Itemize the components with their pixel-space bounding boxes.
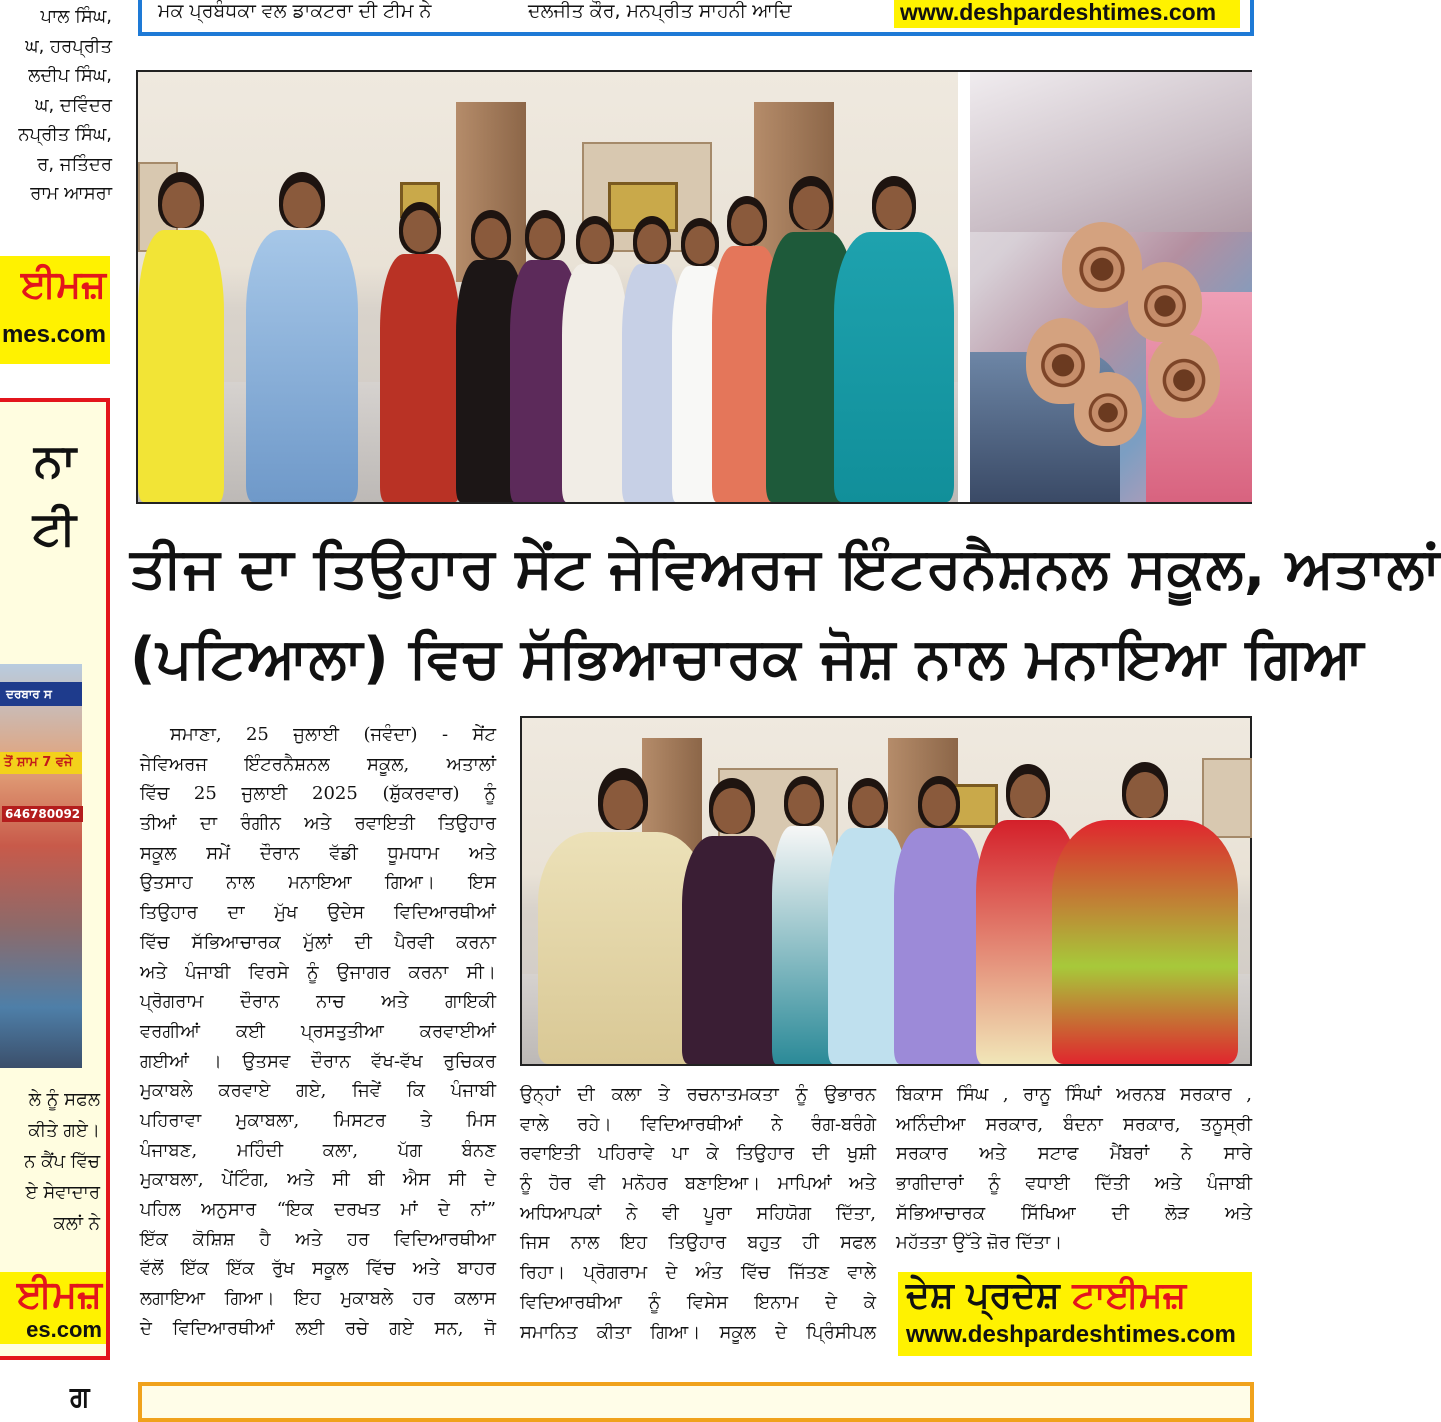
- left-cropped-column: [0, 0, 112, 1413]
- article-line: ਅਤੇ ਪੰਜਾਬੀ ਵਿਰਸੇ ਨੂੰ ਉਜਾਗਰ ਕਰਨਾ ਸੀ।: [140, 961, 496, 983]
- article-column-3: [896, 1080, 1252, 1258]
- article-line: ਰਵਾਇਤੀ ਪਹਿਰਾਵੇ ਪਾ ਕੇ ਤਿਉਹਾਰ ਦੀ ਖੁਸ਼ੀ: [520, 1143, 876, 1165]
- ad-headline-line: ਟੀ: [32, 501, 76, 555]
- headline-line: ਤੀਜ ਦਾ ਤਿਉਹਾਰ ਸੇਂਟ ਜੇਵਿਅਰਜ ਇੰਟਰਨੈਸ਼ਨਲ ਸਕੂਲ, ਅਤਾਲਾਂ: [130, 536, 1441, 601]
- bottom-next-article-box: [138, 1382, 1254, 1422]
- article-line: ਸਮਾਨਿਤ ਕੀਤਾ ਗਿਆ। ਸਕੂਲ ਦੇ ਪ੍ਰਿੰਸੀਪਲ: [520, 1321, 876, 1343]
- names-line: ਰ, ਜਤਿੰਦਰ: [37, 153, 112, 175]
- article-line: ਤੀਆਂ ਦਾ ਰੰਗੀਨ ਅਤੇ ਰਵਾਇਤੀ ਤਿਉਹਾਰ: [140, 813, 496, 835]
- ad-brand-logo-fragment: [0, 1272, 106, 1344]
- article-line: ਉਤਸਾਹ ਨਾਲ ਮਨਾਇਆ ਗਿਆ। ਇਸ: [140, 872, 496, 894]
- article-column-1: [140, 720, 496, 1343]
- article-line: ਮੁਕਾਬਲੇ ਕਰਵਾਏ ਗਏ, ਜਿਵੇਂ ਕਿ ਪੰਜਾਬੀ: [140, 1080, 496, 1102]
- brand-logo-fragment: [0, 256, 110, 364]
- brand-url: www.deshpardeshtimes.com: [906, 1321, 1236, 1348]
- article-line: ਸਰਕਾਰ ਅਤੇ ਸਟਾਫ ਮੈਂਬਰਾਂ ਨੇ ਸਾਰੇ: [896, 1143, 1252, 1165]
- article-line: ਲਗਾਇਆ ਗਿਆ। ਇਹ ਮੁਕਾਬਲੇ ਹਰ ਕਲਾਸ: [140, 1288, 496, 1310]
- article-line: ਉਨ੍ਹਾਂ ਦੀ ਕਲਾ ਤੇ ਰਚਨਾਤਮਕਤਾ ਨੂੰ ਉਭਾਰਨ: [520, 1084, 876, 1105]
- brand-url-fragment: mes.com: [1, 321, 106, 348]
- brand-name-part2: ਟਾਈਮਜ਼: [1072, 1275, 1187, 1316]
- article-line: ਇੱਕ ਕੋਸ਼ਿਸ਼ ਹੈ ਅਤੇ ਹਰ ਵਿਦਿਆਰਥੀਆ: [140, 1228, 496, 1250]
- photo-divider: [958, 72, 970, 502]
- article-line: ਮਹੱਤਤਾ ਉੱਤੇ ਜ਼ੋਰ ਦਿੱਤਾ।: [896, 1232, 1063, 1254]
- article-line: ਵਾਲੇ ਰਹੇ। ਵਿਦਿਆਰਥੀਆਂ ਨੇ ਰੰਗ-ਬਰੰਗੇ: [520, 1113, 876, 1135]
- names-line: ਲਦੀਪ ਸਿੰਘ,: [28, 65, 112, 86]
- names-line: ਨਪ੍ਰੀਤ ਸਿੰਘ,: [18, 124, 112, 145]
- ad-poster-banner: ਦਰਬਾਰ ਸ: [0, 682, 82, 706]
- students-photo-image: [520, 716, 1252, 1066]
- article-line: ਜਿਸ ਨਾਲ ਇਹ ਤਿਉਹਾਰ ਬਹੁਤ ਹੀ ਸਫਲ: [520, 1232, 876, 1254]
- article-line: ਵਿਦਿਆਰਥੀਆ ਨੂੰ ਵਿਸੇਸ ਇਨਾਮ ਦੇ ਕੇ: [520, 1291, 876, 1313]
- ad-poster-number: 646780092: [2, 806, 83, 822]
- article-line: ਸਕੂਲ ਸਮੇਂ ਦੌਰਾਨ ਵੱਡੀ ਧੂਮਧਾਮ ਅਤੇ: [140, 842, 496, 864]
- bottom-text-fragment: ਗ: [70, 1380, 90, 1413]
- ad-text-line: ਲੇ ਨੂੰ ਸਫਲ: [28, 1089, 100, 1110]
- article-line: ਭਾਗੀਦਾਰਾਂ ਨੂੰ ਵਧਾਈ ਦਿੱਤੀ ਅਤੇ ਪੰਜਾਬੀ: [896, 1173, 1252, 1195]
- advertisement-box: [0, 398, 110, 1360]
- group-photo-image: [138, 72, 958, 502]
- top-photo-panel: [136, 70, 1252, 504]
- ad-poster-image: [0, 664, 82, 1068]
- article-line: ਪੰਜਾਬਣ, ਮਹਿੰਦੀ ਕਲਾ, ਪੱਗ ਬੰਨਣ: [140, 1139, 496, 1161]
- article-headline: [130, 524, 1441, 704]
- names-line: ਪਾਲ ਸਿੰਘ,: [40, 6, 112, 27]
- article-line: ਪ੍ਰੋਗਰਾਮ ਦੌਰਾਨ ਨਾਚ ਅਤੇ ਗਾਇਕੀ: [140, 991, 496, 1013]
- article-line: ਰਿਹਾ। ਪ੍ਰੋਗਰਾਮ ਦੇ ਅੰਤ ਵਿੱਚ ਜਿੱਤਣ ਵਾਲੇ: [520, 1262, 876, 1284]
- brand-name: [906, 1272, 1252, 1320]
- ad-text-line: ਏ ਸੇਵਾਦਾਰ: [25, 1182, 100, 1203]
- article-column-2: [520, 1080, 876, 1347]
- top-strip-url: www.deshpardeshtimes.com: [894, 0, 1240, 28]
- article-line: ਤਿਉਹਾਰ ਦਾ ਮੁੱਖ ਉਦੇਸ ਵਿਦਿਆਰਥੀਆਂ: [140, 902, 496, 924]
- top-strip-text: ਮਕ ਪ੍ਰਬੰਧਕਾ ਵਲ ਡਾਕਟਰਾ ਦੀ ਟੀਮ ਨੇ: [158, 0, 432, 22]
- ad-text-line: ਨ ਕੈਂਪ ਵਿੱਚ: [24, 1151, 100, 1172]
- brand-name-fragment: ਈਮਜ਼: [20, 262, 106, 306]
- article-line: ਵਿੱਚ 25 ਜੁਲਾਈ 2025 (ਸ਼ੁੱਕਰਵਾਰ) ਨੂੰ: [140, 783, 496, 805]
- top-news-strip: [138, 0, 1254, 36]
- mehndi-hands-image: [970, 72, 1252, 502]
- ad-text-line: ਕਲਾਂ ਨੇ: [53, 1213, 100, 1234]
- brand-logo-box: [898, 1272, 1252, 1356]
- ad-text-line: ਕੀਤੇ ਗਏ।: [28, 1120, 100, 1141]
- top-strip-text: ਦਲਜੀਤ ਕੌਰ, ਮਨਪ੍ਰੀਤ ਸਾਹਨੀ ਆਦਿ: [528, 0, 792, 22]
- ad-brand-url: es.com: [26, 1317, 102, 1342]
- article-line: ਗਈਆਂ । ਉਤਸਵ ਦੌਰਾਨ ਵੱਖ-ਵੱਖ ਰੁਚਿਕਰ: [140, 1050, 496, 1072]
- headline-line: (ਪਟਿਆਲਾ) ਵਿਚ ਸੱਭਿਆਚਾਰਕ ਜੋਸ਼ ਨਾਲ ਮਨਾਇਆ ਗਿਆ: [130, 626, 1365, 691]
- article-line: ਨੂੰ ਹੋਰ ਵੀ ਮਨੋਹਰ ਬਣਾਇਆ। ਮਾਪਿਆਂ ਅਤੇ: [520, 1173, 876, 1195]
- brand-name-part1: ਦੇਸ਼ ਪ੍ਰਦੇਸ਼: [906, 1275, 1060, 1316]
- article-line: ਬਿਕਾਸ ਸਿੰਘ , ਰਾਨੂ ਸਿੰਘਾਂ ਅਰਨਬ ਸਰਕਾਰ ,: [896, 1084, 1252, 1105]
- article-line: ਪਹਿਰਾਵਾ ਮੁਕਾਬਲਾ, ਮਿਸਟਰ ਤੇ ਮਿਸ: [140, 1109, 496, 1131]
- ad-text-fragment: [0, 1084, 106, 1239]
- names-line: ਘ, ਹਰਪ੍ਰੀਤ: [25, 35, 112, 57]
- article-line: ਜੇਵਿਅਰਜ ਇੰਟਰਨੈਸ਼ਨਲ ਸਕੂਲ, ਅਤਾਲਾਂ: [140, 753, 496, 775]
- article-line: ਸੱਭਿਆਚਾਰਕ ਸਿੱਖਿਆ ਦੀ ਲੋੜ ਅਤੇ: [896, 1202, 1252, 1224]
- article-line: ਅਨਿੰਦੀਆ ਸਰਕਾਰ, ਬੰਦਨਾ ਸਰਕਾਰ, ਤਨੂਸ੍ਰੀ: [896, 1113, 1252, 1135]
- article-line: ਵੱਲੋਂ ਇੱਕ ਇੱਕ ਰੁੱਖ ਸਕੂਲ ਵਿੱਚ ਅਤੇ ਬਾਹਰ: [140, 1258, 496, 1280]
- article-line: ਮੁਕਾਬਲਾ, ਪੇਂਟਿੰਗ, ਅਤੇ ਸੀ ਬੀ ਐਸ ਸੀ ਦੇ: [140, 1169, 496, 1191]
- article-line: ਵਰਗੀਆਂ ਕਈ ਪ੍ਰਸਤੁਤੀਆ ਕਰਵਾਈਆਂ: [140, 1020, 496, 1042]
- names-line: ਘ, ਦਵਿੰਦਰ: [35, 94, 112, 116]
- ad-headline-line: ਨਾ: [34, 433, 76, 487]
- article-line: ਪਹਿਲ ਅਨੁਸਾਰ “ਇਕ ਦਰਖਤ ਮਾਂ ਦੇ ਨਾਂ”: [140, 1199, 496, 1220]
- names-line: ਰਾਮ ਆਸਰਾ: [30, 183, 112, 204]
- article-line: ਵਿੱਚ ਸੱਭਿਆਚਾਰਕ ਮੁੱਲਾਂ ਦੀ ਪੈਰਵੀ ਕਰਨਾ: [140, 931, 496, 953]
- article-line: ਦੇ ਵਿਦਿਆਰਥੀਆਂ ਲਈ ਰਚੇ ਗਏ ਸਨ, ਜੋ: [140, 1317, 496, 1339]
- ad-brand-name: ਈਮਜ਼: [16, 1272, 102, 1316]
- ad-poster-time: ਤੋਂ ਸ਼ਾਮ 7 ਵਜੇ: [0, 752, 82, 774]
- names-fragment: [0, 2, 112, 209]
- article-line: ਸਮਾਣਾ, 25 ਜੁਲਾਈ (ਜਵੰਦਾ) - ਸੇਂਟ: [170, 724, 496, 745]
- article-line: ਅਧਿਆਪਕਾਂ ਨੇ ਵੀ ਪੂਰਾ ਸਹਿਯੋਗ ਦਿੱਤਾ,: [520, 1202, 876, 1224]
